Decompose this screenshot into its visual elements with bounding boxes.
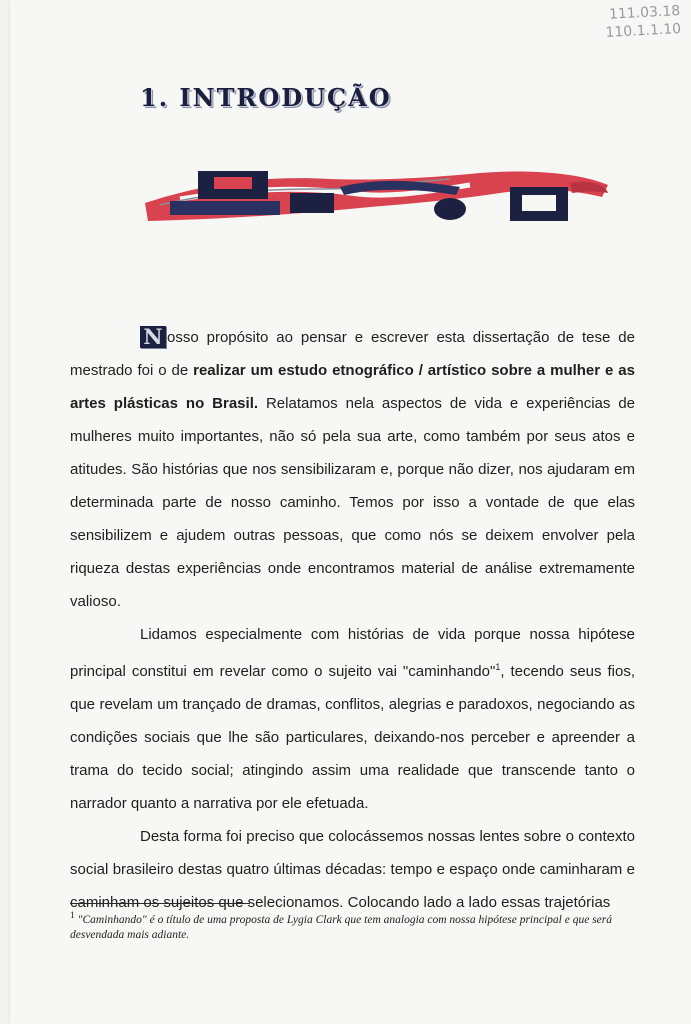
navy-blob (434, 198, 466, 220)
chapter-title: 1. INTRODUÇÃO (140, 83, 392, 112)
frame-window (522, 195, 556, 211)
paragraph-3: Desta forma foi preciso que colocássemos nossas lentes sobre o contexto social brasileiro destas quatro últimas décadas: tempo e espaço onde caminharam e caminham os sujeitos que selecionamos. Colocando lado a lado essas trajetórias (70, 828, 635, 911)
navy-block-2 (170, 201, 280, 215)
p2-part-b: , tecendo seus fios, que revelam um trançado de dramas, conflitos, alegrias e paradoxos, negociando as condições sociais que lhe são particulares, deixando-nos perceber e apreender a trama do tecido social; atingindo assim uma realidade que transcende tanto o narrador quanto a narrativa por ele efetuada. (70, 663, 635, 812)
footnote (70, 908, 640, 943)
margin-note-line-2: 110.1.1.10 (605, 21, 682, 41)
footnote-text: "Caminhando" é o título de uma proposta de Lygia Clark que tem analogia com nossa hipótese principal e que será desvendada mais adiante. (70, 913, 613, 941)
drop-cap: N (140, 326, 166, 348)
p1-lead: osso propósito ao pensar e escrever esta dissertação de tese de mestrado foi o de (70, 329, 635, 379)
p1-rest: Relatamos nela aspectos de vida e experiências de mulheres muito importantes, não só pela sua arte, como também por seus atos e atitudes. São histórias que nos sensibilizaram e, porque não dizer, nos ajudaram em determinada parte de nosso caminho. Temos por isso a vontade de que elas sensibilizem e ajudem outras pessoas, que como nós se deixem envolver pela riqueza destas experiências onde encontramos material de análise extremamente valioso. (70, 395, 636, 610)
paragraph-1 (70, 321, 635, 618)
footnote-number: 1 (70, 910, 75, 921)
red-inner-block-1 (214, 177, 252, 189)
footnote-divider (70, 903, 250, 904)
paragraph-2 (70, 618, 635, 820)
pencil-margin-note (604, 2, 681, 42)
p2-part-a: Lidamos especialmente com histórias de vida porque nossa hipótese principal constitui em revelar como o sujeito vai "caminhando" (70, 626, 635, 680)
margin-note-line-1: 111.03.18 (608, 3, 681, 23)
p1-bold-phrase: realizar um estudo etnográfico / artístico sobre a mulher e as artes plásticas no Brasil. (70, 362, 635, 412)
decorative-artwork (140, 163, 610, 225)
navy-block-3 (290, 193, 334, 213)
main-text (70, 321, 635, 919)
footnote-reference[interactable]: 1 (495, 662, 501, 672)
document-page (10, 0, 691, 1024)
